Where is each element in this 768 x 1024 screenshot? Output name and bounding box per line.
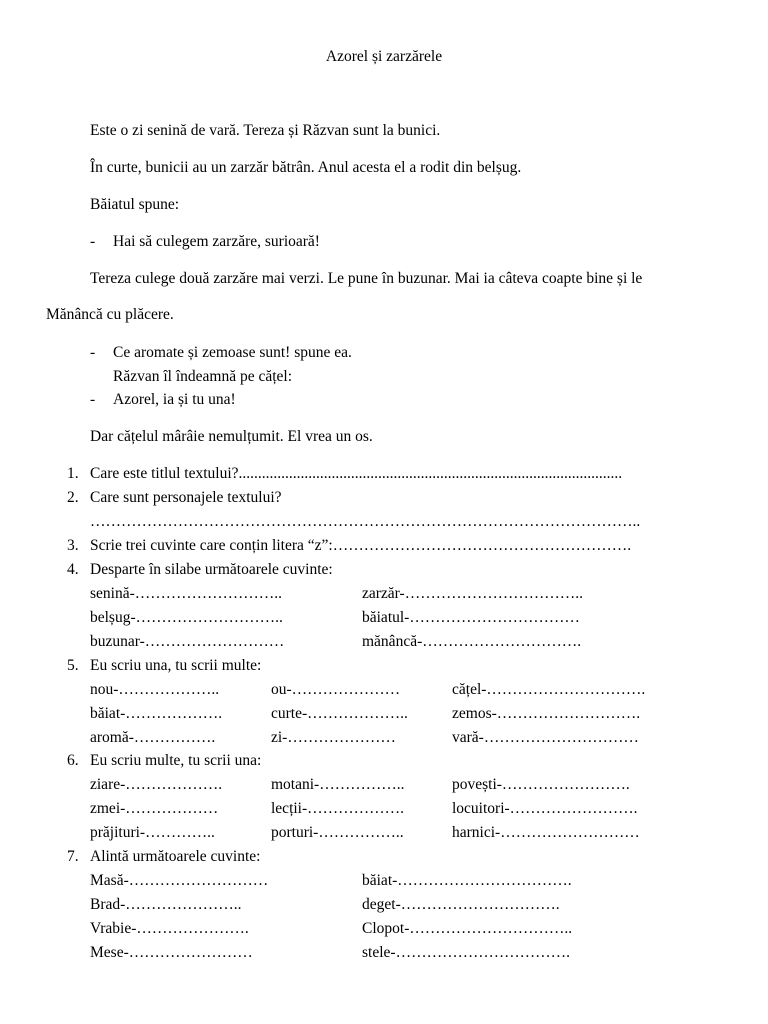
answer-line: …………………………………………………………………………………………….. (90, 513, 641, 530)
exercise-item: lecții-………………. (271, 800, 405, 817)
question-number: 2. (67, 489, 79, 506)
question-number: 1. (67, 465, 79, 482)
exercise-item: motani-…………….. (271, 776, 405, 793)
exercise-item: ou-………………… (271, 681, 401, 698)
dialogue-dash-1: - (90, 233, 96, 250)
question-text: Care este titlul textului?................................................................................................... (90, 465, 623, 482)
exercise-item: Brad-………………….. (90, 896, 242, 913)
dialogue-line-1: Hai să culegem zarzăre, surioară! (113, 233, 320, 250)
exercise-item: băiatul-…………………………… (362, 609, 580, 626)
exercise-item: zemos-………………………. (452, 705, 641, 722)
question-number: 4. (67, 561, 79, 578)
question-text: Desparte în silabe următoarele cuvinte: (90, 561, 333, 578)
exercise-item: povești-……………………. (452, 776, 630, 793)
question-number: 5. (67, 657, 79, 674)
exercise-item: Mese-…………………… (90, 944, 253, 961)
page-title: Azorel și zarzărele (325, 48, 443, 65)
story-paragraph-3: Băiatul spune: (90, 196, 180, 213)
exercise-item: ziare-………………. (90, 776, 223, 793)
exercise-item: vară-………………………… (452, 729, 639, 746)
exercise-item: belșug-……………………….. (90, 609, 283, 626)
exercise-item: prăjituri-………….. (90, 824, 215, 841)
exercise-item: Clopot-………………………….. (362, 920, 573, 937)
story-paragraph-1: Este o zi senină de vară. Tereza și Răzvan sunt la bunici. (90, 122, 441, 139)
exercise-item: mănâncă-…………………………. (362, 633, 582, 650)
dialogue-line-3: Azorel, ia și tu una! (113, 391, 236, 408)
exercise-item: aromă-……………. (90, 729, 216, 746)
exercise-item: băiat-……………………………. (362, 872, 572, 889)
exercise-item: Masă-……………………… (90, 872, 269, 889)
story-paragraph-4: Tereza culege două zarzăre mai verzi. Le pune în buzunar. Mai ia câteva coapte bine și le (90, 270, 643, 287)
exercise-item: porturi-…………….. (271, 824, 404, 841)
exercise-item: stele-……………………………. (362, 944, 570, 961)
exercise-item: senină-……………………….. (90, 585, 283, 602)
story-paragraph-2: În curte, bunicii au un zarzăr bătrân. Anul acesta el a rodit din belșug. (90, 159, 522, 176)
exercise-item: cățel-…………………………. (452, 681, 646, 698)
story-paragraph-4-continued: Mănâncă cu plăcere. (46, 306, 174, 323)
exercise-item: locuitori-……………………. (452, 800, 638, 817)
exercise-item: Vrabie-…………………. (90, 920, 249, 937)
exercise-item: buzunar-……………………… (90, 633, 285, 650)
dialogue-narration: Răzvan îl îndeamnă pe cățel: (113, 368, 293, 385)
question-text: Eu scriu una, tu scrii multe: (90, 657, 262, 674)
dialogue-dash-3: - (90, 391, 96, 408)
question-text: Scrie trei cuvinte care conțin litera “z”:…………………………………………………. (90, 537, 632, 554)
exercise-item: deget-…………………………. (362, 896, 560, 913)
exercise-item: curte-……………….. (271, 705, 408, 722)
exercise-item: băiat-………………. (90, 705, 223, 722)
exercise-item: zi-………………… (271, 729, 396, 746)
exercise-item: zarzăr-…………………………….. (362, 585, 583, 602)
question-text: Alintă următoarele cuvinte: (90, 848, 261, 865)
question-number: 6. (67, 752, 79, 769)
dialogue-dash-2: - (90, 344, 96, 361)
exercise-item: nou-……………….. (90, 681, 220, 698)
exercise-item: zmei-……………… (90, 800, 219, 817)
story-paragraph-5: Dar cățelul mârâie nemulțumit. El vrea un os. (90, 428, 373, 445)
question-text: Eu scriu multe, tu scrii una: (90, 752, 262, 769)
question-number: 3. (67, 537, 79, 554)
dialogue-line-2: Ce aromate și zemoase sunt! spune ea. (113, 344, 352, 361)
question-text: Care sunt personajele textului? (90, 489, 282, 506)
exercise-item: harnici-……………………… (452, 824, 640, 841)
question-number: 7. (67, 848, 79, 865)
